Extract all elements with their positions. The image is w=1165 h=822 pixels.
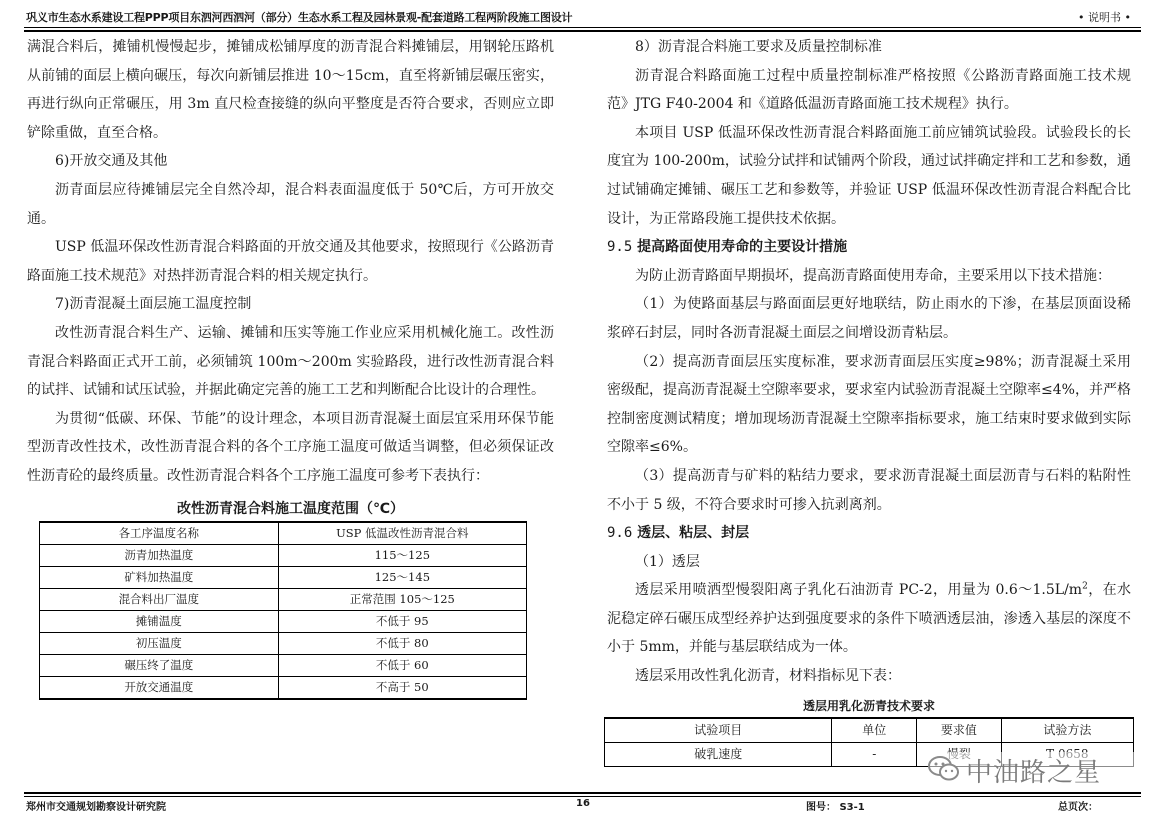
table-header-row	[40, 522, 527, 545]
table-row	[40, 610, 527, 632]
table-row	[40, 566, 527, 588]
table-row	[40, 676, 527, 699]
table-cell: 混合料出厂温度	[40, 588, 279, 610]
paragraph: （3）提高沥青与矿料的粘结力要求，要求沥青混凝土面层沥青与石料的粘附性不小于 5 级，不符合要求时可掺入抗剥离剂。	[607, 467, 1131, 513]
table-cell: 沥青加热温度	[40, 544, 279, 566]
subheading-prime-coat: （1）透层	[635, 553, 700, 570]
text-run: ，在水泥稳定碎石碾压成型经养护达到强度要求的条件下喷洒透层油，渗透入基层的深度不小于 5mm，并能与基层联结成为一体。	[607, 582, 1131, 656]
table-header-cell: 各工序温度名称	[40, 522, 279, 545]
section-heading-9-5	[607, 233, 1131, 262]
paragraph: 本项目 USP 低温环保改性沥青混合料路面施工前应铺筑试验段。试验段长的长度宜为 100-200m，试验分试拌和试铺两个阶段，通过试拌确定拌和工艺和参数，通过试铺确定摊铺、碾压工艺和参数等，并验证 USP 低温环保改性沥青混合料配合比设计，为正常路段施工提供技术依据。	[607, 124, 1131, 227]
paragraph: 沥青混合料路面施工过程中质量控制标准严格按照《公路沥青路面施工技术规范》JTG F40-2004 和《道路低温沥青路面施工技术规程》执行。	[607, 67, 1131, 113]
paragraph: 为防止沥青路面早期损坏，提高沥青路面使用寿命，主要采用以下技术措施：	[635, 267, 1111, 284]
table-cell: 正常范围 105～125	[278, 588, 526, 610]
footer-page-number: 16	[576, 798, 590, 809]
watermark	[928, 752, 1134, 788]
table-cell: -	[832, 742, 917, 766]
table-row	[40, 588, 527, 610]
paragraph: （1）为使路面基层与路面面层更好地联结，防止雨水的下渗，在基层顶面设稀浆碎石封层，同时各沥青混凝土面层之间增设沥青粘层。	[607, 296, 1131, 341]
footer-total-pages: 总页次：	[1058, 802, 1098, 813]
header-rule-thick	[24, 30, 1141, 32]
footer-organization: 郑州市交通规划勘察设计研究院	[26, 802, 166, 813]
temperature-table	[39, 521, 527, 700]
temperature-table-title: 改性沥青混合料施工温度范围（℃）	[177, 500, 404, 517]
table-row	[40, 544, 527, 566]
wechat-icon	[928, 755, 960, 787]
section-title: 透层、粘层、封层	[637, 525, 750, 542]
section-title: 提高路面使用寿命的主要设计措施	[637, 239, 848, 256]
table-header-cell: 单位	[832, 718, 917, 743]
paragraph: 为贯彻“低碳、环保、节能”的设计理念，本项目沥青混凝土面层宜采用环保节能型沥青改性技术，改性沥青混合料的各个工序施工温度可做适当调整，但必须保证改性沥青砼的最终质量。改性沥青混合料各个工序施工温度可参考下表执行：	[27, 410, 554, 484]
paragraph: 透层采用改性乳化沥青，材料指标见下表：	[635, 668, 901, 685]
table-cell: 不低于 60	[278, 654, 526, 676]
emulsion-table-title: 透层用乳化沥青技术要求	[802, 698, 935, 713]
section-heading-9-6	[607, 519, 1131, 548]
table-cell: 不低于 95	[278, 610, 526, 632]
table-cell: 115～125	[278, 544, 526, 566]
section-number: 9.5	[607, 239, 633, 256]
right-column	[607, 33, 1131, 767]
table-header-row	[605, 718, 1134, 743]
header-title: 巩义市生态水系建设工程PPP项目东泗河西泗河（部分）生态水系工程及园林景观-配套道路工程两阶段施工图设计	[26, 11, 573, 24]
subheading-temperature-control: 7)沥青混凝土面层施工温度控制	[55, 296, 252, 313]
subheading-open-traffic: 6)开放交通及其他	[55, 153, 168, 170]
table-cell: 初压温度	[40, 632, 279, 654]
table-cell: 开放交通温度	[40, 676, 279, 699]
paragraph: 满混合料后，摊铺机慢慢起步，摊铺成松铺厚度的沥青混合料摊铺层，用钢轮压路机从前铺的面层上横向碾压，每次向新铺层推进 10～15cm，直至将新铺层碾压密实，再进行纵向正常碾压，用 3m 直尺检查接缝的纵向平整度是否符合要求，否则应立即铲除重做，直至合格。	[27, 39, 554, 141]
table-cell: 不低于 80	[278, 632, 526, 654]
watermark-text: 中油路之星	[966, 758, 1102, 788]
footer-drawing-number: 图号： S3-1	[806, 802, 865, 813]
table-header-cell: 试验项目	[605, 718, 832, 743]
table-cell: 125～145	[278, 566, 526, 588]
table-row	[40, 654, 527, 676]
paragraph: USP 低温环保改性沥青混合料路面的开放交通及其他要求，按照现行《公路沥青路面施工技术规范》对热拌沥青混合料的相关规定执行。	[27, 239, 554, 284]
paragraph: 改性沥青混合料生产、运输、摊铺和压实等施工作业应采用机械化施工。改性沥青混合料路面正式开工前，必须铺筑 100m～200m 实验路段，进行改性沥青混合料的试拌、试铺和试压试验，并据此确定完善的施工工艺和判断配合比设计的合理性。	[27, 324, 554, 399]
table-header-cell: 要求值	[917, 718, 1002, 743]
table-cell: 碾压终了温度	[40, 654, 279, 676]
footer-rule-thick	[24, 792, 1141, 794]
text-run: 透层采用喷洒型慢裂阳离子乳化石油沥青 PC-2，用量为 0.6～1.5L/m	[635, 582, 1083, 599]
table-header-cell: USP 低温改性沥青混合料	[278, 522, 526, 545]
section-number: 9.6	[607, 525, 633, 542]
footer-rule	[24, 796, 1141, 797]
paragraph: （2）提高沥青面层压实度标准，要求沥青面层压实度≥98%；沥青混凝土采用密级配，提高沥青混凝土空隙率要求，要求室内试验沥青混凝土空隙率≤4%，并严格控制密度测试精度；增加现场沥青混凝土空隙率指标要求，施工结束时要求做到实际空隙率≤6%。	[607, 353, 1131, 456]
subheading-quality-control: 8）沥青混合料施工要求及质量控制标准	[635, 39, 882, 55]
left-column	[27, 33, 554, 700]
paragraph	[607, 576, 1131, 662]
table-cell: 不高于 50	[278, 676, 526, 699]
table-cell: 破乳速度	[605, 742, 832, 766]
table-cell: 摊铺温度	[40, 610, 279, 632]
header-section-label: • 说明书 •	[1078, 11, 1131, 24]
table-cell: 矿料加热温度	[40, 566, 279, 588]
superscript: 2	[1082, 581, 1088, 592]
table-row	[40, 632, 527, 654]
paragraph: 沥青面层应待摊铺层完全自然冷却，混合料表面温度低于 50℃后，方可开放交通。	[27, 181, 554, 227]
table-header-cell: 试验方法	[1001, 718, 1133, 743]
header-rule	[24, 27, 1141, 28]
